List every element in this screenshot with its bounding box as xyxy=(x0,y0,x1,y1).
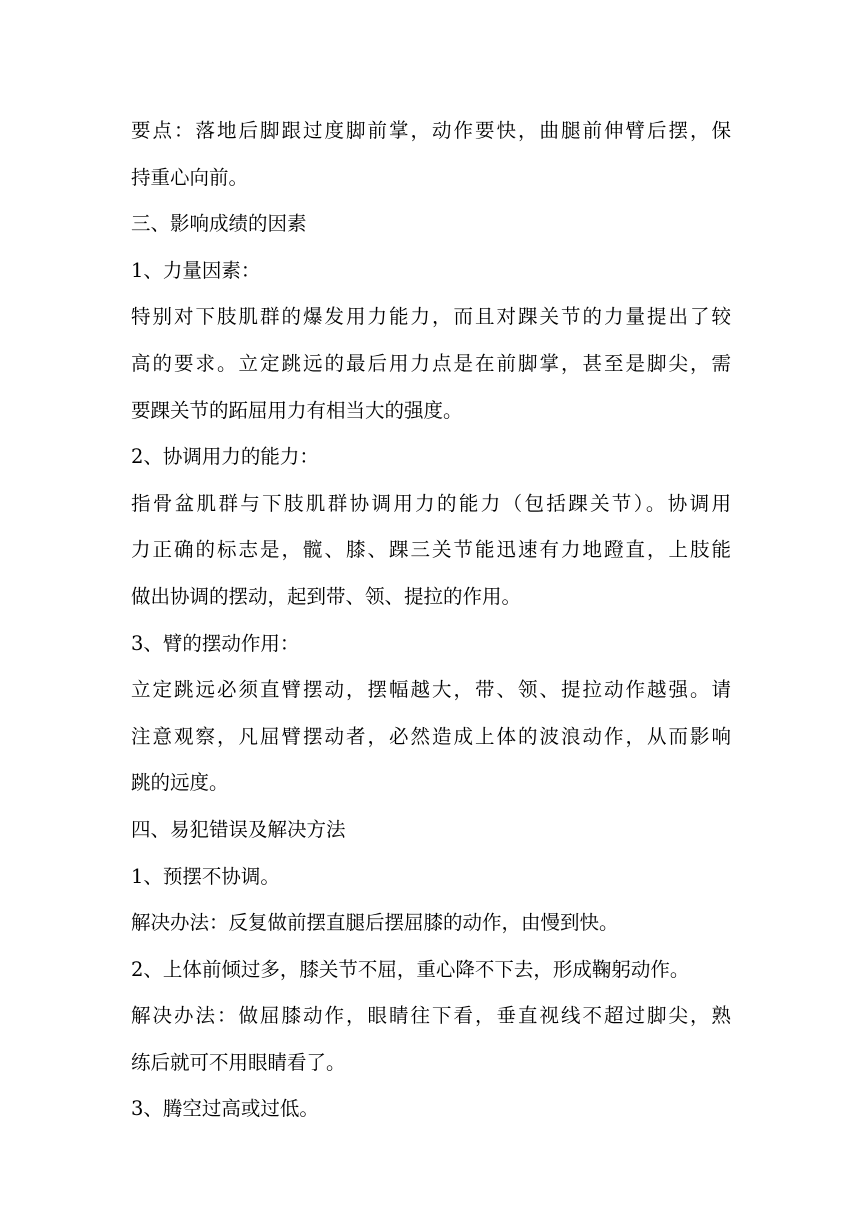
text-line: 做出协调的摆动，起到带、领、提拉的作用。 xyxy=(131,584,522,608)
text-line: 力正确的标志是，髋、膝、踝三关节能迅速有力地蹬直，上肢能 xyxy=(131,538,731,562)
document-body xyxy=(131,108,731,1133)
text-line: 解决办法：反复做前摆直腿后摆屈膝的动作，由慢到快。 xyxy=(131,911,619,935)
subsection-heading: 3、腾空过高或过低。 xyxy=(131,1097,319,1121)
text-line: 练后就可不用眼睛看了。 xyxy=(131,1050,346,1074)
text-line: 特别对下肢肌群的爆发用力能力，而且对踝关节的力量提出了较 xyxy=(131,305,731,329)
text-line: 注意观察，凡屈臂摆动者，必然造成上体的波浪动作，从而影响 xyxy=(131,724,731,748)
text-line: 持重心向前。 xyxy=(131,165,249,189)
text-line: 跳的远度。 xyxy=(131,771,229,795)
text-line: 要点：落地后脚跟过度脚前掌，动作要快，曲腿前伸臂后摆，保 xyxy=(131,119,731,142)
section-heading: 四、易犯错误及解决方法 xyxy=(131,817,346,841)
text-line: 要踝关节的跖屈用力有相当大的强度。 xyxy=(131,398,463,422)
subsection-heading: 2、上体前倾过多，膝关节不屈，重心降不下去，形成鞠躬动作。 xyxy=(131,957,690,981)
subsection-heading: 1、力量因素： xyxy=(131,258,261,282)
text-line: 立定跳远必须直臂摆动，摆幅越大，带、领、提拉动作越强。请 xyxy=(131,678,731,702)
subsection-heading: 1、预摆不协调。 xyxy=(131,864,280,888)
subsection-heading: 3、臂的摆动作用： xyxy=(131,631,300,655)
text-line: 解决办法：做屈膝动作，眼睛往下看，垂直视线不超过脚尖，熟 xyxy=(131,1004,731,1028)
text-line: 高的要求。立定跳远的最后用力点是在前脚掌，甚至是脚尖，需 xyxy=(131,351,731,375)
section-heading: 三、影响成绩的因素 xyxy=(131,212,307,236)
subsection-heading: 2、协调用力的能力： xyxy=(131,445,319,469)
text-line: 指骨盆肌群与下肢肌群协调用力的能力（包括踝关节）。协调用 xyxy=(131,491,731,515)
